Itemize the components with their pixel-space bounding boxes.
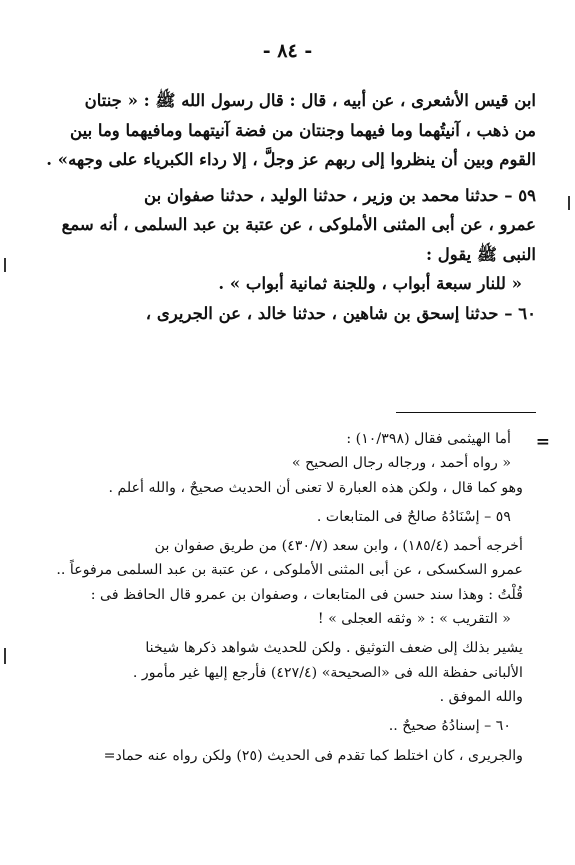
- footnote-line-3: وهو كما قال ، ولكن هذه العبارة لا تعنى أن الحديث صحيحٌ ، والله أعلم .: [108, 479, 523, 496]
- hadith-59-quote: « للنار سبعة أبواب ، وللجنة ثمانية أبواب » .: [218, 274, 522, 293]
- hadith-60-line: [36, 299, 536, 329]
- footnote-continuation-mark: =: [535, 432, 550, 452]
- main-text: [36, 86, 536, 328]
- footnote-line-8: « التقريب » : « وثقه العجلى » !: [317, 611, 511, 628]
- footnote-line-5: أخرجه أحمد (١٨٥/٤) ، وابن سعد (٤٣٠/٧) من طريق صفوان بن: [154, 538, 523, 555]
- footnote-line-12: ٦٠ – إسنادُهُ صحيحٌ ..: [388, 718, 511, 735]
- hadith-59-text-1: حدثنا محمد بن وزير ، حدثنا الوليد ، حدثنا صفوان بن: [144, 185, 499, 205]
- hadith-60-text: حدثنا إسحق بن شاهين ، حدثنا خالد ، عن الجريرى ،: [145, 303, 499, 323]
- footnote-line-1: أما الهيثمى فقال (١٠/٣٩٨) :: [346, 431, 511, 447]
- hadith-59-line-3: النبى ﷺ يقول :: [425, 244, 536, 264]
- footnote-line-2: « رواه أحمد ، ورجاله رجال الصحيح »: [291, 455, 511, 472]
- footnote-line-9: يشير بذلك إلى ضعف التوثيق . ولكن للحديث شواهد ذكرها شيخنا: [145, 640, 523, 657]
- main-line-2: من ذهب ، آنيتُهما وما فيهما وجنتان من فضة آنيتهما ومافيهما وما بين: [70, 120, 536, 140]
- footnote-line-13: والجريرى ، كان اختلط كما تقدم فى الحديث (٢٥) ولكن رواه عنه حماد=: [103, 747, 523, 764]
- hadith-59-line-2: عمرو ، عن أبى المثنى الأملوكى ، عن عتبة بن عبد السلمى ، أنه سمع: [61, 215, 536, 234]
- main-line-1: ابن قيس الأشعرى ، عن أبيه ، قال : قال رسول الله ﷺ : « جنتان: [84, 91, 536, 110]
- footnote-line-11: والله الموفق .: [439, 688, 523, 705]
- hadith-59-number: ٥٩ –: [504, 185, 536, 205]
- hadith-60-number: ٦٠ –: [504, 303, 536, 323]
- scan-margin-mark: [4, 648, 6, 664]
- footnote-separator: [396, 412, 536, 413]
- main-line-3: القوم وبين أن ينظروا إلى ربهم عز وجلَّ ، إلا رداء الكبرياء على وجهه» .: [46, 150, 536, 169]
- scan-margin-mark: [4, 258, 6, 272]
- scan-margin-mark: [568, 196, 570, 210]
- footnote-line-6: عمرو السكسكى ، عن أبى المثنى الأملوكى ، عن عتبة بن عبد السلمى مرفوعاً ..: [56, 562, 523, 579]
- page-number: - ٨٤ -: [262, 40, 313, 62]
- footnote-line-7: قُلْتُ : وهذا سند حسن فى المتابعات ، وصفوان بن عمرو قال الحافظ فى :: [90, 586, 523, 603]
- footnotes: [36, 427, 523, 768]
- hadith-59-line-1: [36, 181, 536, 211]
- footnote-line-4: ٥٩ – إسْنَادُهُ صالحٌ فى المتابعات .: [316, 508, 511, 525]
- footnote-line-10: الألبانى حفظة الله فى «الصحيحة» (٤٢٧/٤) فأرجع إليها غير مأمور .: [132, 664, 523, 681]
